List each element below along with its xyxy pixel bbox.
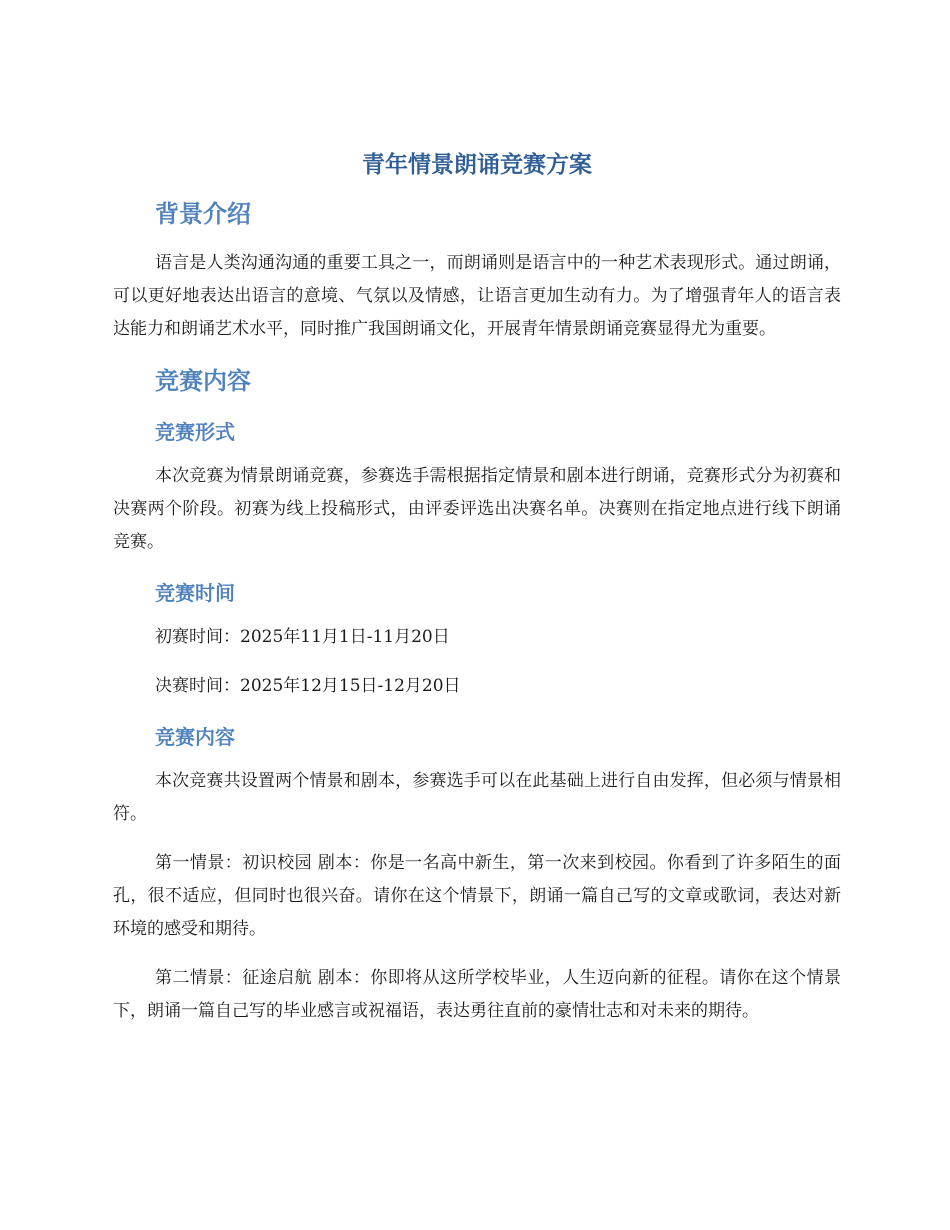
subheading-form: 竞赛形式 bbox=[155, 420, 235, 444]
subheading-details: 竞赛内容 bbox=[155, 725, 235, 749]
scene-two-paragraph: 第二情景：征途启航 剧本：你即将从这所学校毕业，人生迈向新的征程。请你在这个情景下，朗诵一篇自己写的毕业感言或祝福语，表达勇往直前的豪情壮志和对未来的期待。 bbox=[113, 968, 841, 1021]
final-time: 决赛时间：2025年12月15日-12月20日 bbox=[155, 676, 461, 696]
section-heading-content: 竞赛内容 bbox=[155, 367, 251, 395]
section-heading-background: 背景介绍 bbox=[155, 200, 251, 228]
form-paragraph: 本次竞赛为情景朗诵竞赛，参赛选手需根据指定情景和剧本进行朗诵，竞赛形式分为初赛和决赛两个阶段。初赛为线上投稿形式，由评委评选出决赛名单。决赛则在指定地点进行线下朗诵竞赛。 bbox=[113, 466, 841, 552]
background-paragraph: 语言是人类沟通沟通的重要工具之一，而朗诵则是语言中的一种艺术表现形式。通过朗诵，可以更好地表达出语言的意境、气氛以及情感，让语言更加生动有力。为了增强青年人的语言表达能力和朗诵艺术水平，同时推广我国朗诵文化，开展青年情景朗诵竞赛显得尤为重要。 bbox=[113, 253, 841, 339]
document-page bbox=[113, 145, 841, 1044]
subheading-time: 竞赛时间 bbox=[155, 581, 235, 605]
preliminary-time: 初赛时间：2025年11月1日-11月20日 bbox=[155, 627, 450, 647]
details-intro: 本次竞赛共设置两个情景和剧本，参赛选手可以在此基础上进行自由发挥，但必须与情景相符。 bbox=[113, 771, 841, 824]
scene-one-paragraph: 第一情景：初识校园 剧本：你是一名高中新生，第一次来到校园。你看到了许多陌生的面孔，很不适应，但同时也很兴奋。请你在这个情景下，朗诵一篇自己写的文章或歌词，表达对新环境的感受和期待。 bbox=[113, 853, 841, 939]
document-title: 青年情景朗诵竞赛方案 bbox=[362, 152, 592, 178]
